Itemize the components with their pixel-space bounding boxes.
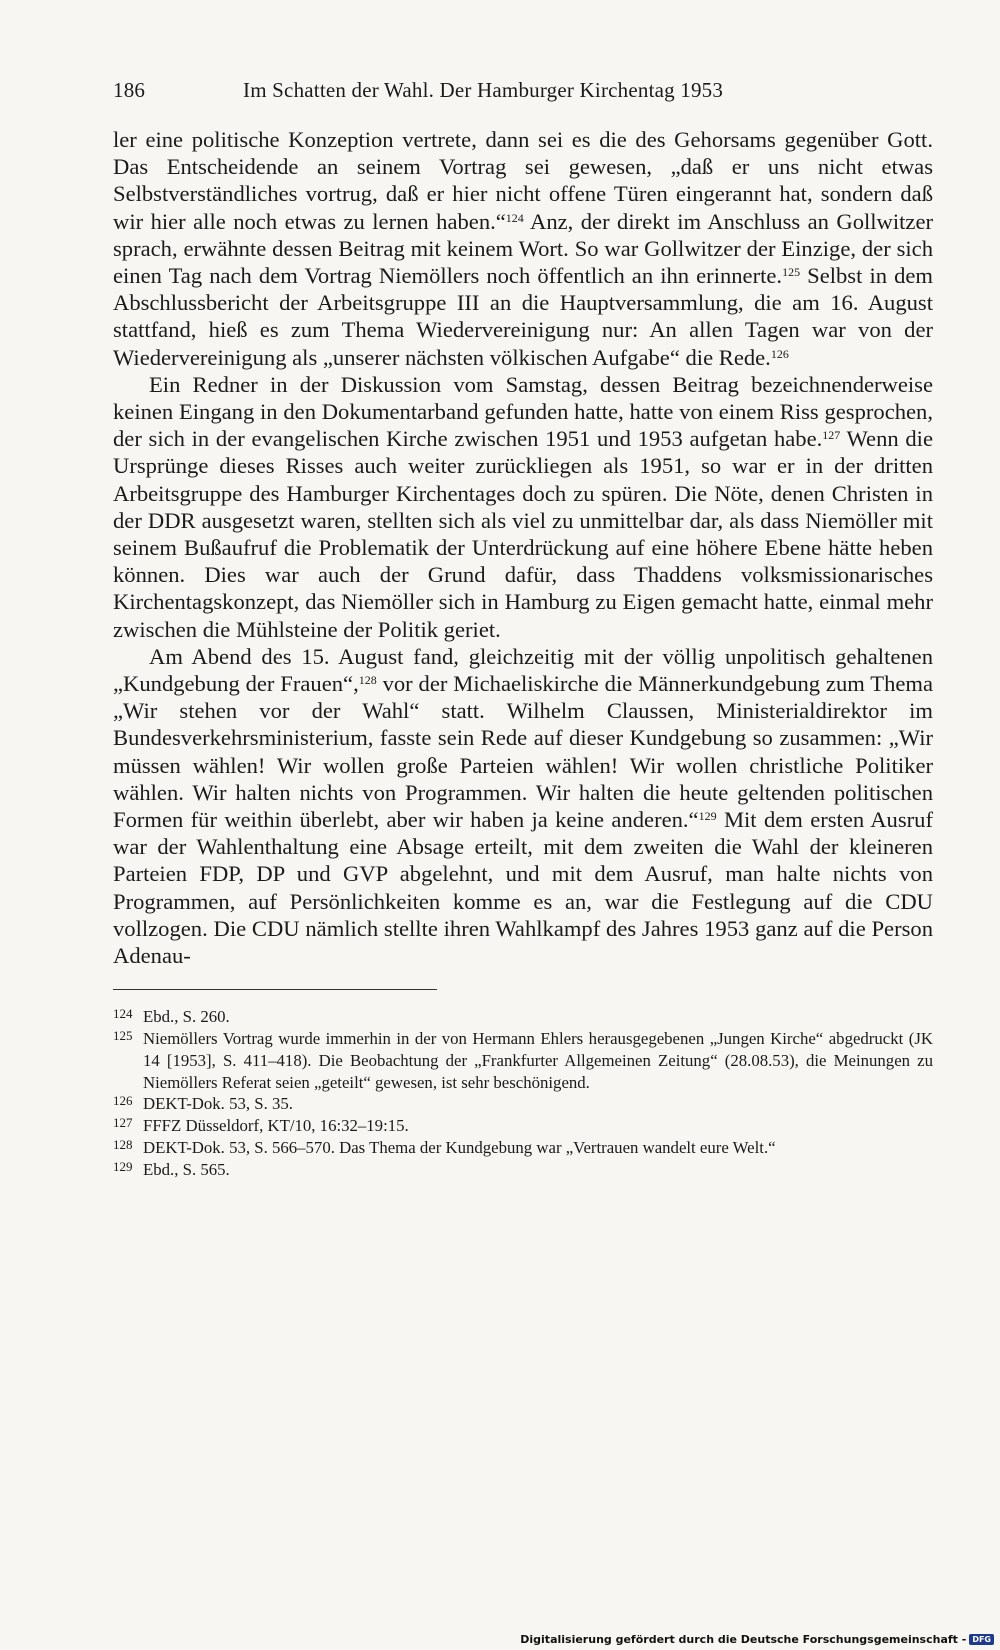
footnote-ref[interactable]: 129 — [698, 809, 717, 824]
footnote — [113, 1159, 933, 1181]
paragraph — [113, 371, 933, 643]
credit-text: Digitalisierung gefördert durch die Deutsche Forschungsgemeinschaft - — [520, 1633, 967, 1646]
text-run: Wenn die Ursprünge dieses Risses auch weiter zurückliegen als 1951, so war er in der dritten Arbeitsgruppe des Hamburger Kirchentages doch zu spüren. Die Nöte, denen Christen in der DDR ausgesetzt waren, stellten sich als viel zu unmittelbar dar, als dass Niemöller mit seinem Bußaufruf die Problematik der Unterdrückung auf eine höhere Ebene hätte heben können. Dies war auch der Grund dafür, dass Thaddens volksmissionarisches Kirchentagskonzept, das Niemöller sich in Hamburg zu Eigen gemacht hatte, einmal mehr zwischen die Mühlsteine der Politik geriet. — [113, 426, 933, 642]
running-title: Im Schatten der Wahl. Der Hamburger Kirchentag 1953 — [243, 78, 724, 102]
footnotes — [113, 1006, 933, 1180]
footnote — [113, 1028, 933, 1093]
text-run: Ein Redner in der Diskussion vom Samstag, dessen Beitrag bezeichnenderweise keinen Eingang in den Dokumentarband gefunden hatte, hatte von einem Riss gesprochen, der sich in der evangelischen Kirche zwischen 1951 und 1953 aufgetan habe. — [113, 371, 933, 452]
running-head — [113, 78, 933, 103]
dfg-logo[interactable]: DFG — [969, 1634, 994, 1645]
text-run: Anz, der direkt im Anschluss an Gollwitzer sprach, erwähnte dessen Beitrag mit keinem Wort. So war Gollwitzer der Einzige, der sich einen Tag nach dem Vortrag Niemöllers noch öffentlich an ihn erinnerte. — [113, 208, 934, 289]
text-run: ler eine politische Konzeption vertrete, dann sei es die des Gehorsams gegenüber Gott. Das Entscheidende an seinem Vortrag sei gewesen, „daß er uns nicht etwas Selbstverständliches vortrug, daß er hier nicht offene Türen eingerannt hat, sondern daß wir hier alle noch etwas zu lernen haben.“ — [113, 127, 933, 234]
funding-credit — [520, 1633, 994, 1646]
footnote-number: 125 — [113, 1028, 133, 1044]
paragraph — [113, 643, 933, 969]
footnote-number: 128 — [113, 1137, 133, 1153]
footnote — [113, 1006, 933, 1028]
footnote-text: Ebd., S. 260. — [143, 1007, 230, 1027]
text-run: Selbst in dem Abschlussbericht der Arbeitsgruppe III an die Hauptversammlung, die am 16. August stattfand, hieß es zum Thema Wiedervereinigung nur: An allen Tagen war von der Wiedervereinigung als „unserer nächsten völkischen Aufgabe“ die Rede. — [113, 263, 933, 370]
page — [113, 78, 933, 1181]
footnote-text: FFFZ Düsseldorf, KT/10, 16:32–19:15. — [143, 1116, 409, 1136]
footnote-ref[interactable]: 128 — [358, 673, 377, 688]
footnote-text: DEKT-Dok. 53, S. 35. — [143, 1094, 293, 1114]
footnote-number: 126 — [113, 1093, 133, 1109]
paragraph — [113, 126, 933, 371]
footnote-ref[interactable]: 124 — [505, 210, 524, 225]
footnote-ref[interactable]: 125 — [782, 265, 801, 280]
footnote — [113, 1137, 933, 1159]
footnote-number: 129 — [113, 1158, 133, 1174]
footnote-text: Niemöllers Vortrag wurde immerhin in der von Hermann Ehlers herausgegebenen „Jungen Kirche“ abgedruckt (JK 14 [1953], S. 411–418). Die Beobachtung der „Frankfurter Allgemeinen Zeitung“ (28.08.53), die Meinungen zu Niemöllers Referat seien „geteilt“ gewesen, ist sehr beschönigend. — [143, 1029, 933, 1092]
text-run: Am Abend des 15. August fand, gleichzeitig mit der völlig unpolitisch gehaltenen „Kundgebung der Frauen“, — [113, 643, 933, 697]
footnote-ref[interactable]: 127 — [822, 428, 841, 443]
footnote-text: DEKT-Dok. 53, S. 566–570. Das Thema der Kundgebung war „Vertrauen wandelt eure Welt.“ — [143, 1138, 776, 1158]
footnote — [113, 1093, 933, 1115]
text-run: vor der Michaeliskirche die Männerkundgebung zum Thema „Wir stehen vor der Wahl“ statt. Wilhelm Claussen, Ministerialdirektor im Bundesverkehrsministerium, fasste sein Rede auf dieser Kundgebung so zusammen: „Wir müssen wählen! Wir wollen große Parteien wählen! Wir wollen christliche Politiker wählen. Wir halten nichts von Programmen. Wir halten die heute geltenden politischen Formen für weithin überlebt, aber wir haben ja keine anderen.“ — [113, 671, 934, 833]
footnote-text: Ebd., S. 565. — [143, 1159, 230, 1179]
body-text — [113, 126, 933, 969]
page-number: 186 — [113, 78, 146, 102]
footnote-divider — [113, 989, 437, 990]
text-run: Mit dem ersten Ausruf war der Wahlenthaltung eine Absage erteilt, mit dem zweiten die Wahl der kleineren Parteien FDP, DP und GVP abgelehnt, und mit dem Ausruf, man halte nichts von Programmen, auf Persönlichkeiten komme es an, war die Festlegung auf die CDU vollzogen. Die CDU nämlich stellte ihren Wahlkampf des Jahres 1953 ganz auf die Person Adenau- — [113, 807, 933, 969]
footnote-number: 127 — [113, 1115, 133, 1131]
footnote-number: 124 — [113, 1006, 133, 1022]
footnote — [113, 1115, 933, 1137]
footnote-ref[interactable]: 126 — [770, 346, 789, 361]
